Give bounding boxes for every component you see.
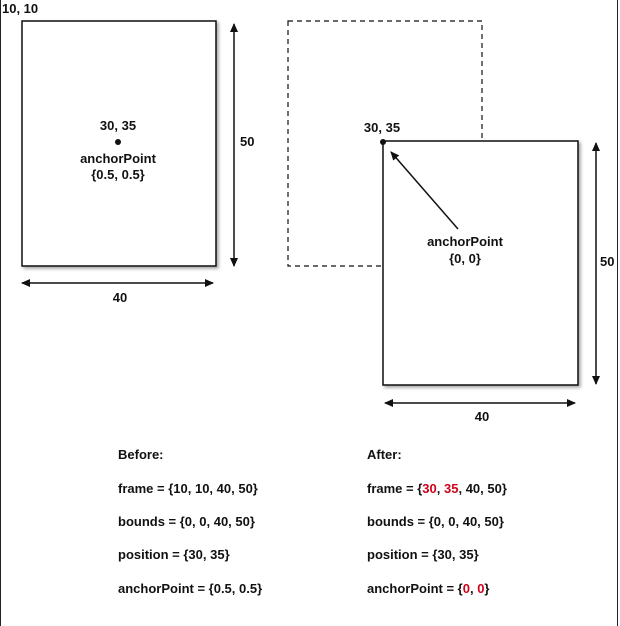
after-heading: After: (367, 447, 402, 462)
before-anchor-title: anchorPoint (80, 151, 156, 166)
after-height-label: 50 (600, 254, 615, 269)
after-frame-y-highlight: 35 (444, 481, 459, 496)
after-anchor-sep: , (469, 581, 478, 596)
after-frame-suffix: , 40, 50} (458, 481, 507, 496)
before-anchor-line: anchorPoint = {0.5, 0.5} (118, 581, 263, 596)
after-anchor-x-highlight: 0 (462, 581, 470, 596)
after-anchor-prefix: anchorPoint = { (367, 581, 463, 596)
after-frame-x-highlight: 30 (422, 481, 437, 496)
before-heading: Before: (118, 447, 164, 462)
after-anchor-title: anchorPoint (427, 234, 503, 249)
after-anchor-suffix: } (484, 581, 490, 596)
before-frame-line: frame = {10, 10, 40, 50} (118, 481, 258, 496)
before-position-line: position = {30, 35} (118, 547, 230, 562)
after-anchor-value: {0, 0} (449, 251, 481, 266)
after-anchor-y-highlight: 0 (477, 581, 485, 596)
before-width-label: 40 (112, 290, 128, 305)
before-bounds-line: bounds = {0, 0, 40, 50} (118, 514, 255, 529)
before-anchor-value: {0.5, 0.5} (91, 167, 145, 182)
after-bounds-line: bounds = {0, 0, 40, 50} (367, 514, 504, 529)
after-anchor-line (367, 581, 489, 596)
before-anchor-dot (115, 139, 121, 145)
before-point-label: 30, 35 (99, 118, 137, 133)
after-width-label: 40 (474, 409, 490, 424)
after-frame-prefix: frame = { (367, 481, 423, 496)
before-height-label: 50 (240, 134, 255, 149)
after-anchor-dot (380, 139, 386, 145)
after-frame-line (367, 481, 507, 496)
corner-origin-label: 10, 10 (2, 1, 39, 16)
after-frame-sep: , (436, 481, 444, 496)
after-position-line: position = {30, 35} (367, 547, 479, 562)
after-point-label: 30, 35 (363, 120, 401, 135)
